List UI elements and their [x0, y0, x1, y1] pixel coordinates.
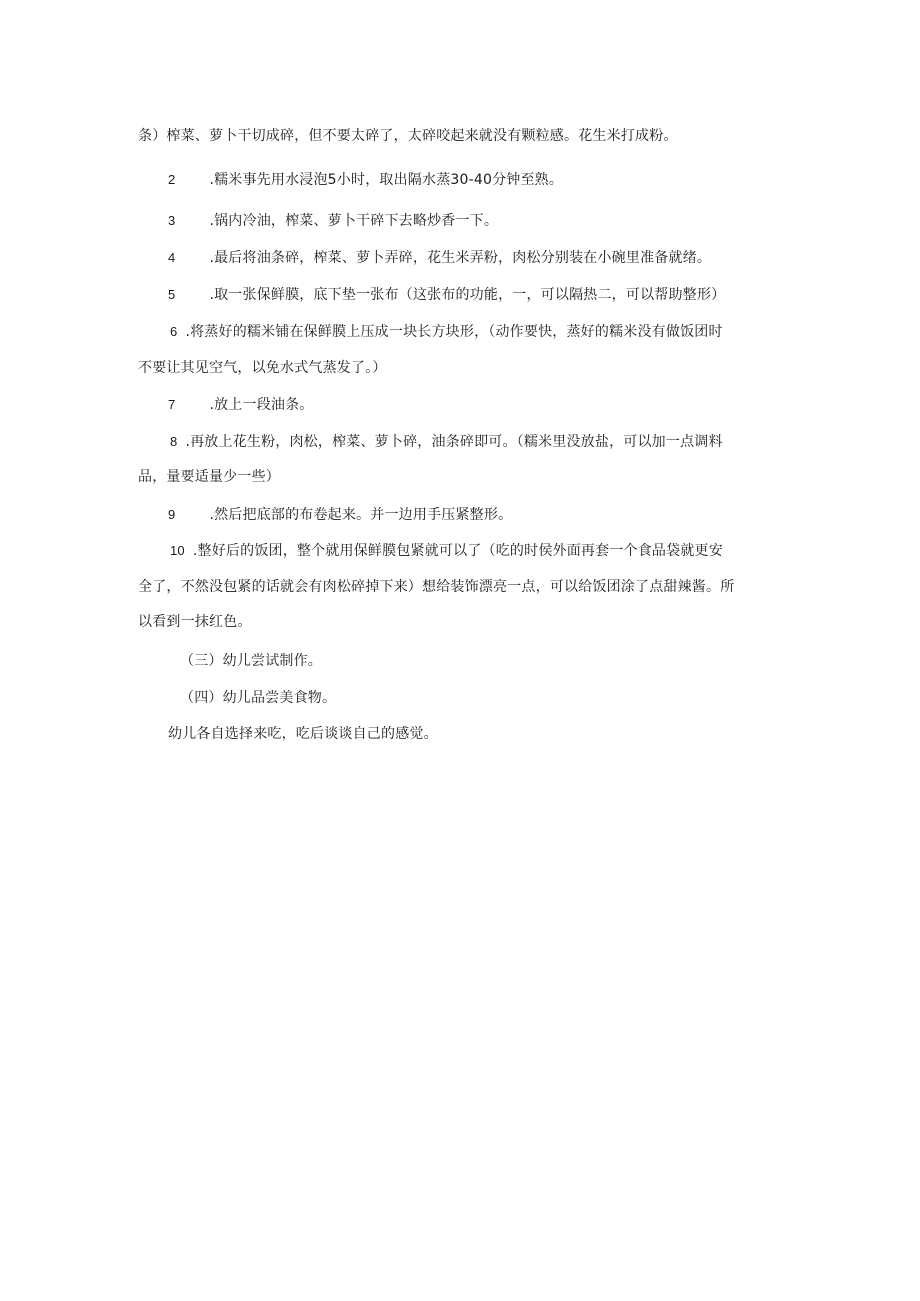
step-text: 品，量要适量少一些）: [138, 469, 280, 485]
step-number: 5: [168, 287, 176, 302]
step-5: [168, 285, 818, 305]
step-text: .然后把底部的布卷起来。并一边用手压紧整形。: [209, 507, 513, 523]
step-text: .取一张保鲜膜，底下垫一张布（这张布的功能，一，可以隔热二，可以帮助整形）: [209, 287, 726, 303]
step-10-continued: [138, 612, 788, 632]
step-text: .再放上花生粉，肉松，榨菜、萝卜碎，油条碎即可。（糯米里没放盐，可以加一点调料: [185, 434, 723, 450]
step-text: 以看到一抹红色。: [138, 614, 252, 630]
step-6-continued: [138, 358, 788, 378]
step-number: 8: [170, 434, 178, 449]
closing-paragraph: [168, 724, 818, 744]
step-10: [170, 541, 820, 561]
step-number: 10: [170, 543, 185, 558]
step-text: 不要让其见空气，以免水式气蒸发了。）: [138, 360, 387, 376]
step-7: [168, 395, 818, 415]
step-8-continued: [138, 467, 788, 487]
step-number: 6: [170, 324, 178, 339]
step-text: 全了，不然没包紧的话就会有肉松碎掉下来）想给装饰漂亮一点，可以给饭团涂了点甜辣酱。所: [138, 579, 735, 595]
step-text: .锅内冷油，榨菜、萝卜干碎下去略炒香一下。: [209, 213, 499, 229]
step-9: [168, 505, 818, 525]
step-10-continued: [138, 577, 788, 597]
step-4: [168, 248, 818, 268]
step-8: [170, 432, 820, 452]
section-heading-4: [180, 688, 830, 708]
step-number: 3: [168, 213, 176, 228]
section-text: （四）幼儿品尝美食物。: [180, 690, 337, 706]
step-text: .最后将油条碎，榨菜、萝卜弄碎，花生米弄粉，肉松分别装在小碗里准备就绪。: [209, 250, 712, 266]
step-text: .放上一段油条。: [209, 397, 314, 413]
step-6: [170, 322, 820, 342]
step-number: 2: [168, 172, 176, 187]
section-text: （三）幼儿尝试制作。: [180, 653, 322, 669]
step-text: .整好后的饭团，整个就用保鲜膜包紧就可以了（吃的时侯外面再套一个食品袋就更安: [192, 543, 723, 559]
step-text: .糯米事先用水浸泡5小时，取出隔水蒸30-40分钟至熟。: [209, 172, 564, 188]
closing-text: 幼儿各自选择来吃，吃后谈谈自己的感觉。: [168, 726, 438, 742]
step-number: 4: [168, 250, 176, 265]
step-2: [168, 170, 818, 190]
step-3: [168, 211, 818, 231]
line-text: 条）榨菜、萝卜干切成碎，但不要太碎了，太碎咬起来就没有颗粒感。花生米打成粉。: [138, 128, 678, 144]
paragraph-line: [138, 126, 788, 146]
step-text: .将蒸好的糯米铺在保鲜膜上压成一块长方块形，（动作要快，蒸好的糯米没有做饭团时: [185, 324, 723, 340]
step-number: 9: [168, 507, 176, 522]
step-number: 7: [168, 397, 176, 412]
section-heading-3: [180, 651, 830, 671]
